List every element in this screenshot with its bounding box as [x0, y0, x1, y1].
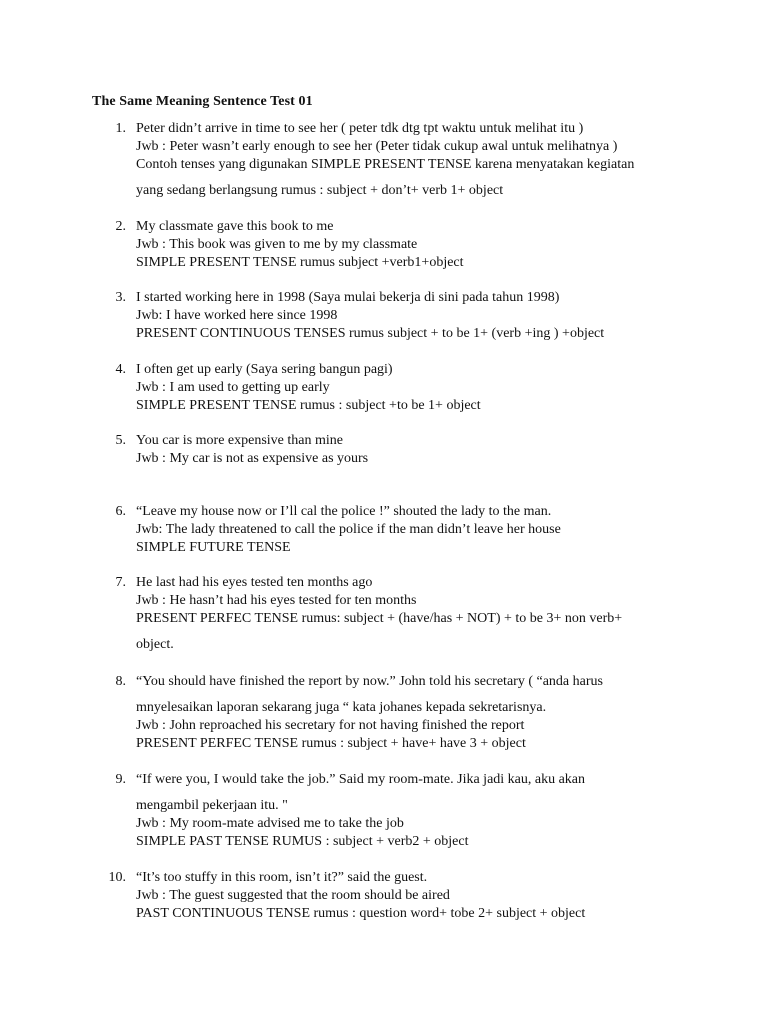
item-note: PRESENT CONTINUOUS TENSES rumus subject + to be 1+ (verb +ing ) +object	[136, 326, 605, 341]
item-answer: Jwb : My room-mate advised me to take the job	[136, 816, 404, 831]
item-question: “It’s too stuffy in this room, isn’t it?” said the guest.	[136, 870, 428, 885]
item-note: object.	[136, 637, 174, 652]
item-question: I often get up early (Saya sering bangun pagi)	[136, 362, 393, 377]
item-number: 10.	[108, 870, 126, 885]
item-number: 4.	[115, 362, 126, 377]
item-note: SIMPLE PRESENT TENSE rumus subject +verb1+object	[136, 255, 464, 270]
item-note: SIMPLE PAST TENSE RUMUS : subject + verb2 + object	[136, 834, 469, 849]
item-answer: Jwb : I am used to getting up early	[136, 380, 330, 395]
item-question: My classmate gave this book to me	[136, 219, 334, 234]
item-note: SIMPLE FUTURE TENSE	[136, 540, 291, 555]
item-note: PAST CONTINUOUS TENSE rumus : question word+ tobe 2+ subject + object	[136, 906, 586, 921]
item-number: 6.	[115, 504, 126, 519]
item-answer: Jwb: The lady threatened to call the police if the man didn’t leave her house	[136, 522, 561, 537]
item-question: “Leave my house now or I’ll cal the police !” shouted the lady to the man.	[136, 504, 552, 519]
item-number: 9.	[115, 772, 126, 787]
item-answer: Jwb : The guest suggested that the room should be aired	[136, 888, 450, 903]
item-question: “You should have finished the report by now.” John told his secretary ( “anda harus	[136, 674, 603, 689]
item-note: yang sedang berlangsung rumus : subject + don’t+ verb 1+ object	[136, 183, 504, 198]
item-question: You car is more expensive than mine	[136, 433, 343, 448]
item-question: He last had his eyes tested ten months ago	[136, 575, 373, 590]
item-answer: Jwb : My car is not as expensive as yours	[136, 451, 369, 466]
item-note: SIMPLE PRESENT TENSE rumus : subject +to be 1+ object	[136, 398, 481, 413]
item-number: 7.	[115, 575, 126, 590]
item-number: 1.	[115, 121, 126, 136]
item-answer: Jwb : Peter wasn’t early enough to see her (Peter tidak cukup awal untuk melihatnya )	[136, 139, 618, 154]
item-answer: Jwb : John reproached his secretary for not having finished the report	[136, 718, 525, 733]
item-answer: Jwb : He hasn’t had his eyes tested for ten months	[136, 593, 417, 608]
item-question: I started working here in 1998 (Saya mulai bekerja di sini pada tahun 1998)	[136, 290, 560, 305]
item-number: 5.	[115, 433, 126, 448]
item-number: 8.	[115, 674, 126, 689]
item-question: mengambil pekerjaan itu. "	[136, 798, 288, 813]
item-answer: Jwb : This book was given to me by my classmate	[136, 237, 418, 252]
document-title: The Same Meaning Sentence Test 01	[92, 94, 313, 109]
item-note: PRESENT PERFEC TENSE rumus: subject + (have/has + NOT) + to be 3+ non verb+	[136, 611, 623, 626]
item-question: Peter didn’t arrive in time to see her ( peter tdk dtg tpt waktu untuk melihat itu )	[136, 121, 584, 136]
item-note: PRESENT PERFEC TENSE rumus : subject + have+ have 3 + object	[136, 736, 526, 751]
item-number: 3.	[115, 290, 126, 305]
item-number: 2.	[115, 219, 126, 234]
item-question: mnyelesaikan laporan sekarang juga “ kata johanes kepada sekretarisnya.	[136, 700, 547, 715]
item-note: Contoh tenses yang digunakan SIMPLE PRESENT TENSE karena menyatakan kegiatan	[136, 157, 635, 172]
item-question: “If were you, I would take the job.” Said my room-mate. Jika jadi kau, aku akan	[136, 772, 586, 787]
item-answer: Jwb: I have worked here since 1998	[136, 308, 338, 323]
